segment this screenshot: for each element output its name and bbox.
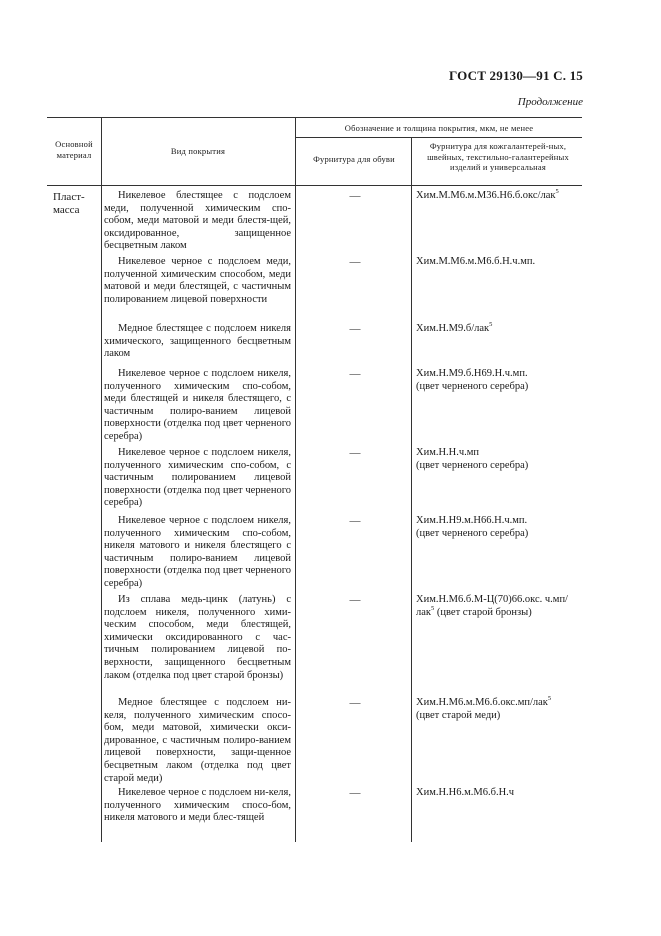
coating-description: Медное блестящее с подслоем никеля химического, защищенного бесцветным лаком — [104, 323, 291, 360]
header-designation: Обозначение и толщина покрытия, мкм, не менее — [344, 123, 534, 133]
shoes-value: — — [349, 594, 361, 606]
shoes-value: — — [349, 256, 361, 268]
coating-designation: Хим.Н.Н6.м.М6.б.Н.ч — [416, 787, 515, 798]
coating-designation: Хим.Н.М9.б/лак$^5$ — [416, 321, 493, 334]
shoes-value: — — [349, 697, 361, 709]
coating-description: Никелевое черное с подслоем ни-келя, полученного химическим спосо-бом, никеля матового и меди блес-тящей — [104, 787, 291, 824]
base-material: Пласт-масса — [53, 191, 85, 216]
footnote-ref: 5 — [555, 188, 559, 195]
coating-designation: Хим.М.М6.м.М36.Н6.б.окс/лак$^5$ — [416, 188, 559, 201]
coating-description: Никелевое черное с подслоем никеля, полученного химическим спо-собом, меди блестящей и никеля блестящего, с частичным полиро-ванием лицевой поверхности (отделка под цвет черненого серебра) — [104, 368, 291, 442]
subheader-divider — [295, 137, 582, 138]
shoes-value: — — [349, 368, 361, 380]
coating-designation: Хим.Н.Н.ч.мп (цвет черненого серебра) — [416, 447, 529, 471]
coating-designation: Хим.Н.М9.б.Н69.Н.ч.мп. (цвет черненого серебра) — [416, 368, 529, 392]
shoes-value: — — [349, 787, 361, 799]
header-bottom-border — [47, 185, 582, 186]
coating-designation: Хим.Н.М6.б.М-Ц(70)66.окс. ч.мп/лак$^5$ (цвет старой бронзы) — [416, 594, 568, 618]
footnote-ref: 5 — [489, 321, 493, 328]
header-material: Основной материал — [55, 139, 93, 160]
header-coating-type: Вид покрытия — [170, 146, 226, 156]
shoes-value: — — [349, 515, 361, 527]
column-divider-2 — [295, 117, 296, 842]
coating-designation: Хим.Н.М6.м.М6.б.окс.мп/лак$^5$ (цвет старой меди) — [416, 695, 552, 721]
header-leather-goods: Фурнитура для кожгалантерей-ных, швейных, текстильно-галантерейных изделий и универсальная — [427, 141, 569, 172]
coating-description: Медное блестящее с подслоем ни-келя, полученного химическим спосо-бом, меди матовой, химически окси-дированное, с частичным полиро-ванием лицевой поверхности, защи-щенное бесцветным лаком (отделка под цвет старой меди) — [104, 697, 291, 784]
continuation-label: Продолжение — [517, 96, 583, 108]
shoes-value: — — [349, 323, 361, 335]
coating-description: Никелевое черное с подслоем никеля, полученного химическим спо-собом, с частичным полированием лицевой поверхности (отделка под цвет черненого серебра) — [104, 447, 291, 509]
column-divider-1 — [101, 117, 102, 842]
shoes-value: — — [349, 447, 361, 459]
coating-designation: Хим.М.М6.м.М6.б.Н.ч.мп. — [416, 256, 536, 267]
coating-designation: Хим.Н.Н9.м.Н66.Н.ч.мп. (цвет черненого серебра) — [416, 515, 529, 539]
standard-number: ГОСТ 29130—91 С. 15 — [449, 68, 583, 83]
coating-description: Никелевое блестящее с подслоем меди, полученной химическим спо-собом, меди матовой и меди блестя-щей, оксидированное, защищенное бесцветным лаком — [104, 190, 291, 252]
table-top-border — [47, 117, 582, 118]
footnote-ref: 5 — [431, 604, 435, 612]
footnote-ref: 5 — [547, 695, 552, 702]
coating-description: Никелевое черное с подслоем меди, полученной химическим способом, меди матовой и меди блестящей, с частичным полированием лицевой поверхности — [104, 256, 291, 305]
coating-description: Никелевое черное с подслоем никеля, полученного химическим спо-собом, никеля матового и никеля блестящего с частичным полиро-ванием лицевой поверхности (отделка под цвет черненого серебра) — [104, 515, 291, 589]
column-divider-3 — [411, 137, 412, 842]
coating-description: Из сплава медь-цинк (латунь) с подслоем никеля, полученного хими-ческим способом, меди блестящей, химически оксидированного с час-тичным полированием лицевой по-верхности, защищенного бесцветным лаком (отделка под цвет старой бронзы) — [104, 594, 291, 681]
header-shoes: Фурнитура для обуви — [313, 154, 395, 164]
shoes-value: — — [349, 190, 361, 202]
